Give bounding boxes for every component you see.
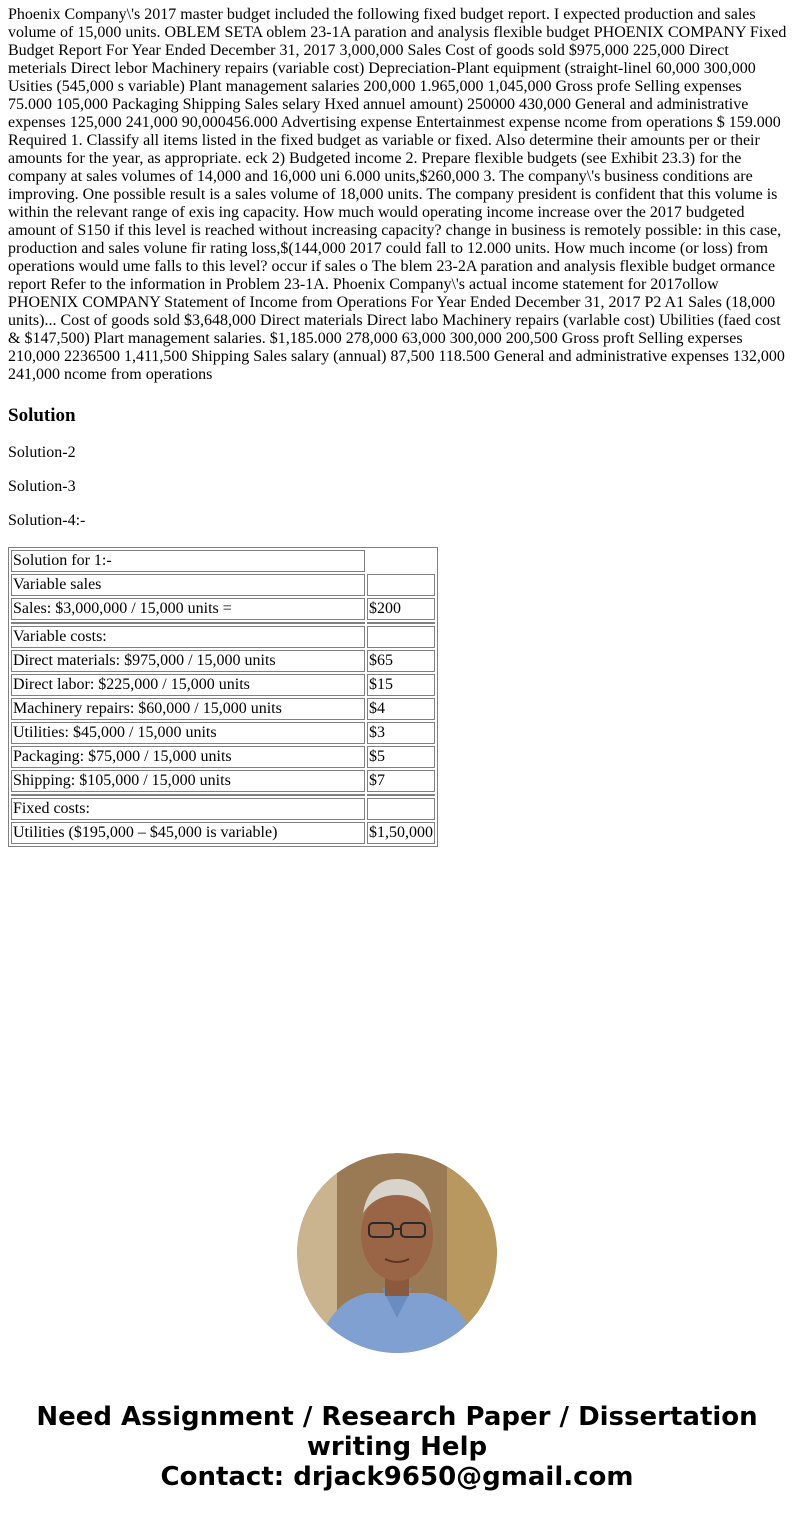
table-row xyxy=(11,574,435,596)
table-cell-label xyxy=(11,794,365,796)
table-row xyxy=(11,722,435,744)
table-cell-label: Utilities ($195,000 – $45,000 is variable) xyxy=(11,822,365,844)
table-cell-empty xyxy=(367,550,435,572)
solution-table xyxy=(8,547,438,847)
table-row xyxy=(11,626,435,648)
footer-line-2: writing Help xyxy=(306,1432,488,1462)
table-cell-label: Variable costs: xyxy=(11,626,365,648)
table-cell-value xyxy=(367,622,435,624)
table-cell-value xyxy=(367,626,435,648)
table-cell-label: Variable sales xyxy=(11,574,365,596)
table-cell-value: $1,50,000 xyxy=(367,822,435,844)
table-cell-value xyxy=(367,574,435,596)
table-row-spacer xyxy=(11,622,435,624)
table-cell-value: $3 xyxy=(367,722,435,744)
table-cell-label: Machinery repairs: $60,000 / 15,000 units xyxy=(11,698,365,720)
table-row-spacer xyxy=(11,794,435,796)
table-row xyxy=(11,822,435,844)
table-cell-label: Direct labor: $225,000 / 15,000 units xyxy=(11,674,365,696)
solution-heading: Solution xyxy=(8,405,76,426)
table-cell-value: $200 xyxy=(367,598,435,620)
table-cell-label: Direct materials: $975,000 / 15,000 units xyxy=(11,650,365,672)
footer-line-1: Need Assignment / Research Paper / Dissertation xyxy=(36,1402,758,1432)
footer-line-3: Contact: drjack9650@gmail.com xyxy=(160,1462,634,1492)
table-cell-value: $5 xyxy=(367,746,435,768)
table-cell-value: $15 xyxy=(367,674,435,696)
portrait-image xyxy=(297,1153,497,1353)
table-cell-label: Fixed costs: xyxy=(11,798,365,820)
table-cell-value xyxy=(367,798,435,820)
table-row xyxy=(11,550,435,572)
table-cell-label: Utilities: $45,000 / 15,000 units xyxy=(11,722,365,744)
table-cell-label: Sales: $3,000,000 / 15,000 units = xyxy=(11,598,365,620)
solution-4-label: Solution-4:- xyxy=(8,512,86,529)
table-row xyxy=(11,650,435,672)
solution-2-label: Solution-2 xyxy=(8,444,76,461)
question-text: Phoenix Company\'s 2017 master budget included the following fixed budget report. I expected production and sales volume of 15,000 units. OBLEM SETA oblem 23-1A paration and analysis flexible budget PHOENIX COMPANY Fixed Budget Report For Year Ended December 31, 2017 3,000,000 Sales Cost of goods sold $975,000 225,000 Direct meterials Direct lebor Machinery repairs (variable cost) Depreciation-Plant equipment (straight-linel 60,000 300,000 Usities (545,000 s variable) Plant management salaries 200,000 1.965,000 1,045,000 Gross profe Selling expenses 75.000 105,000 Packaging Shipping Sales selary Hxed annuel amount) 250000 430,000 General and administrative expenses 125,000 241,000 90,000456.000 Advertising expense Entertainmest expense ncome from operations $ 159.000 Required 1. Classify all items listed in the fixed budget as variable or fixed. Also determine their amounts per or their amounts for the year, as appropriate. eck 2) Budgeted income 2. Prepare flexible budgets (see Exhibit 23.3) for the company at sales volumes of 14,000 and 16,000 uni 6.000 units,$260,000 3. The company\'s business conditions are improving. One possible result is a sales volume of 18,000 units. The company president is confident that this volume is within the relevant range of exis ing capacity. How much would operating income increase over the 2017 budgeted amount of S150 if this level is reached without increasing capacity? change in business is remotely possible: in this case, production and sales volune fir rating loss,$(144,000 2017 could fall to 12.000 units. How much income (or loss) from operations would ume falls to this level? occur if sales o The blem 23-2A paration and analysis flexible budget ormance report Refer to the information in Problem 23-1A. Phoenix Company\'s actual income statement for 2017ollow PHOENIX COMPANY Statement of Income from Operations For Year Ended December 31, 2017 P2 A1 Sales (18,000 units)... Cost of goods sold $3,648,000 Direct materials Direct labo Machinery repairs (varlable cost) Ubilities (faed cost & $147,500) Plart management salaries. $1,185.000 278,000 63,000 300,000 200,500 Gross proft Selling experses 210,000 2236500 1,411,500 Shipping Sales salary (annual) 87,500 118.500 General and administrative expenses 132,000 241,000 ncome from operations xyxy=(8,6,787,383)
table-cell-label: Shipping: $105,000 / 15,000 units xyxy=(11,770,365,792)
table-cell-value: $4 xyxy=(367,698,435,720)
table-row xyxy=(11,674,435,696)
table-cell-value: $65 xyxy=(367,650,435,672)
solution-3-label: Solution-3 xyxy=(8,478,76,495)
table-cell-value xyxy=(367,794,435,796)
contact-footer xyxy=(0,1402,794,1492)
table-row xyxy=(11,770,435,792)
table-cell-value: $7 xyxy=(367,770,435,792)
table-row xyxy=(11,798,435,820)
table-row xyxy=(11,698,435,720)
table-cell-label xyxy=(11,622,365,624)
table-cell-label: Packaging: $75,000 / 15,000 units xyxy=(11,746,365,768)
table-cell-label: Solution for 1:- xyxy=(11,550,365,572)
table-row xyxy=(11,746,435,768)
table-row xyxy=(11,598,435,620)
author-avatar xyxy=(297,1153,497,1353)
